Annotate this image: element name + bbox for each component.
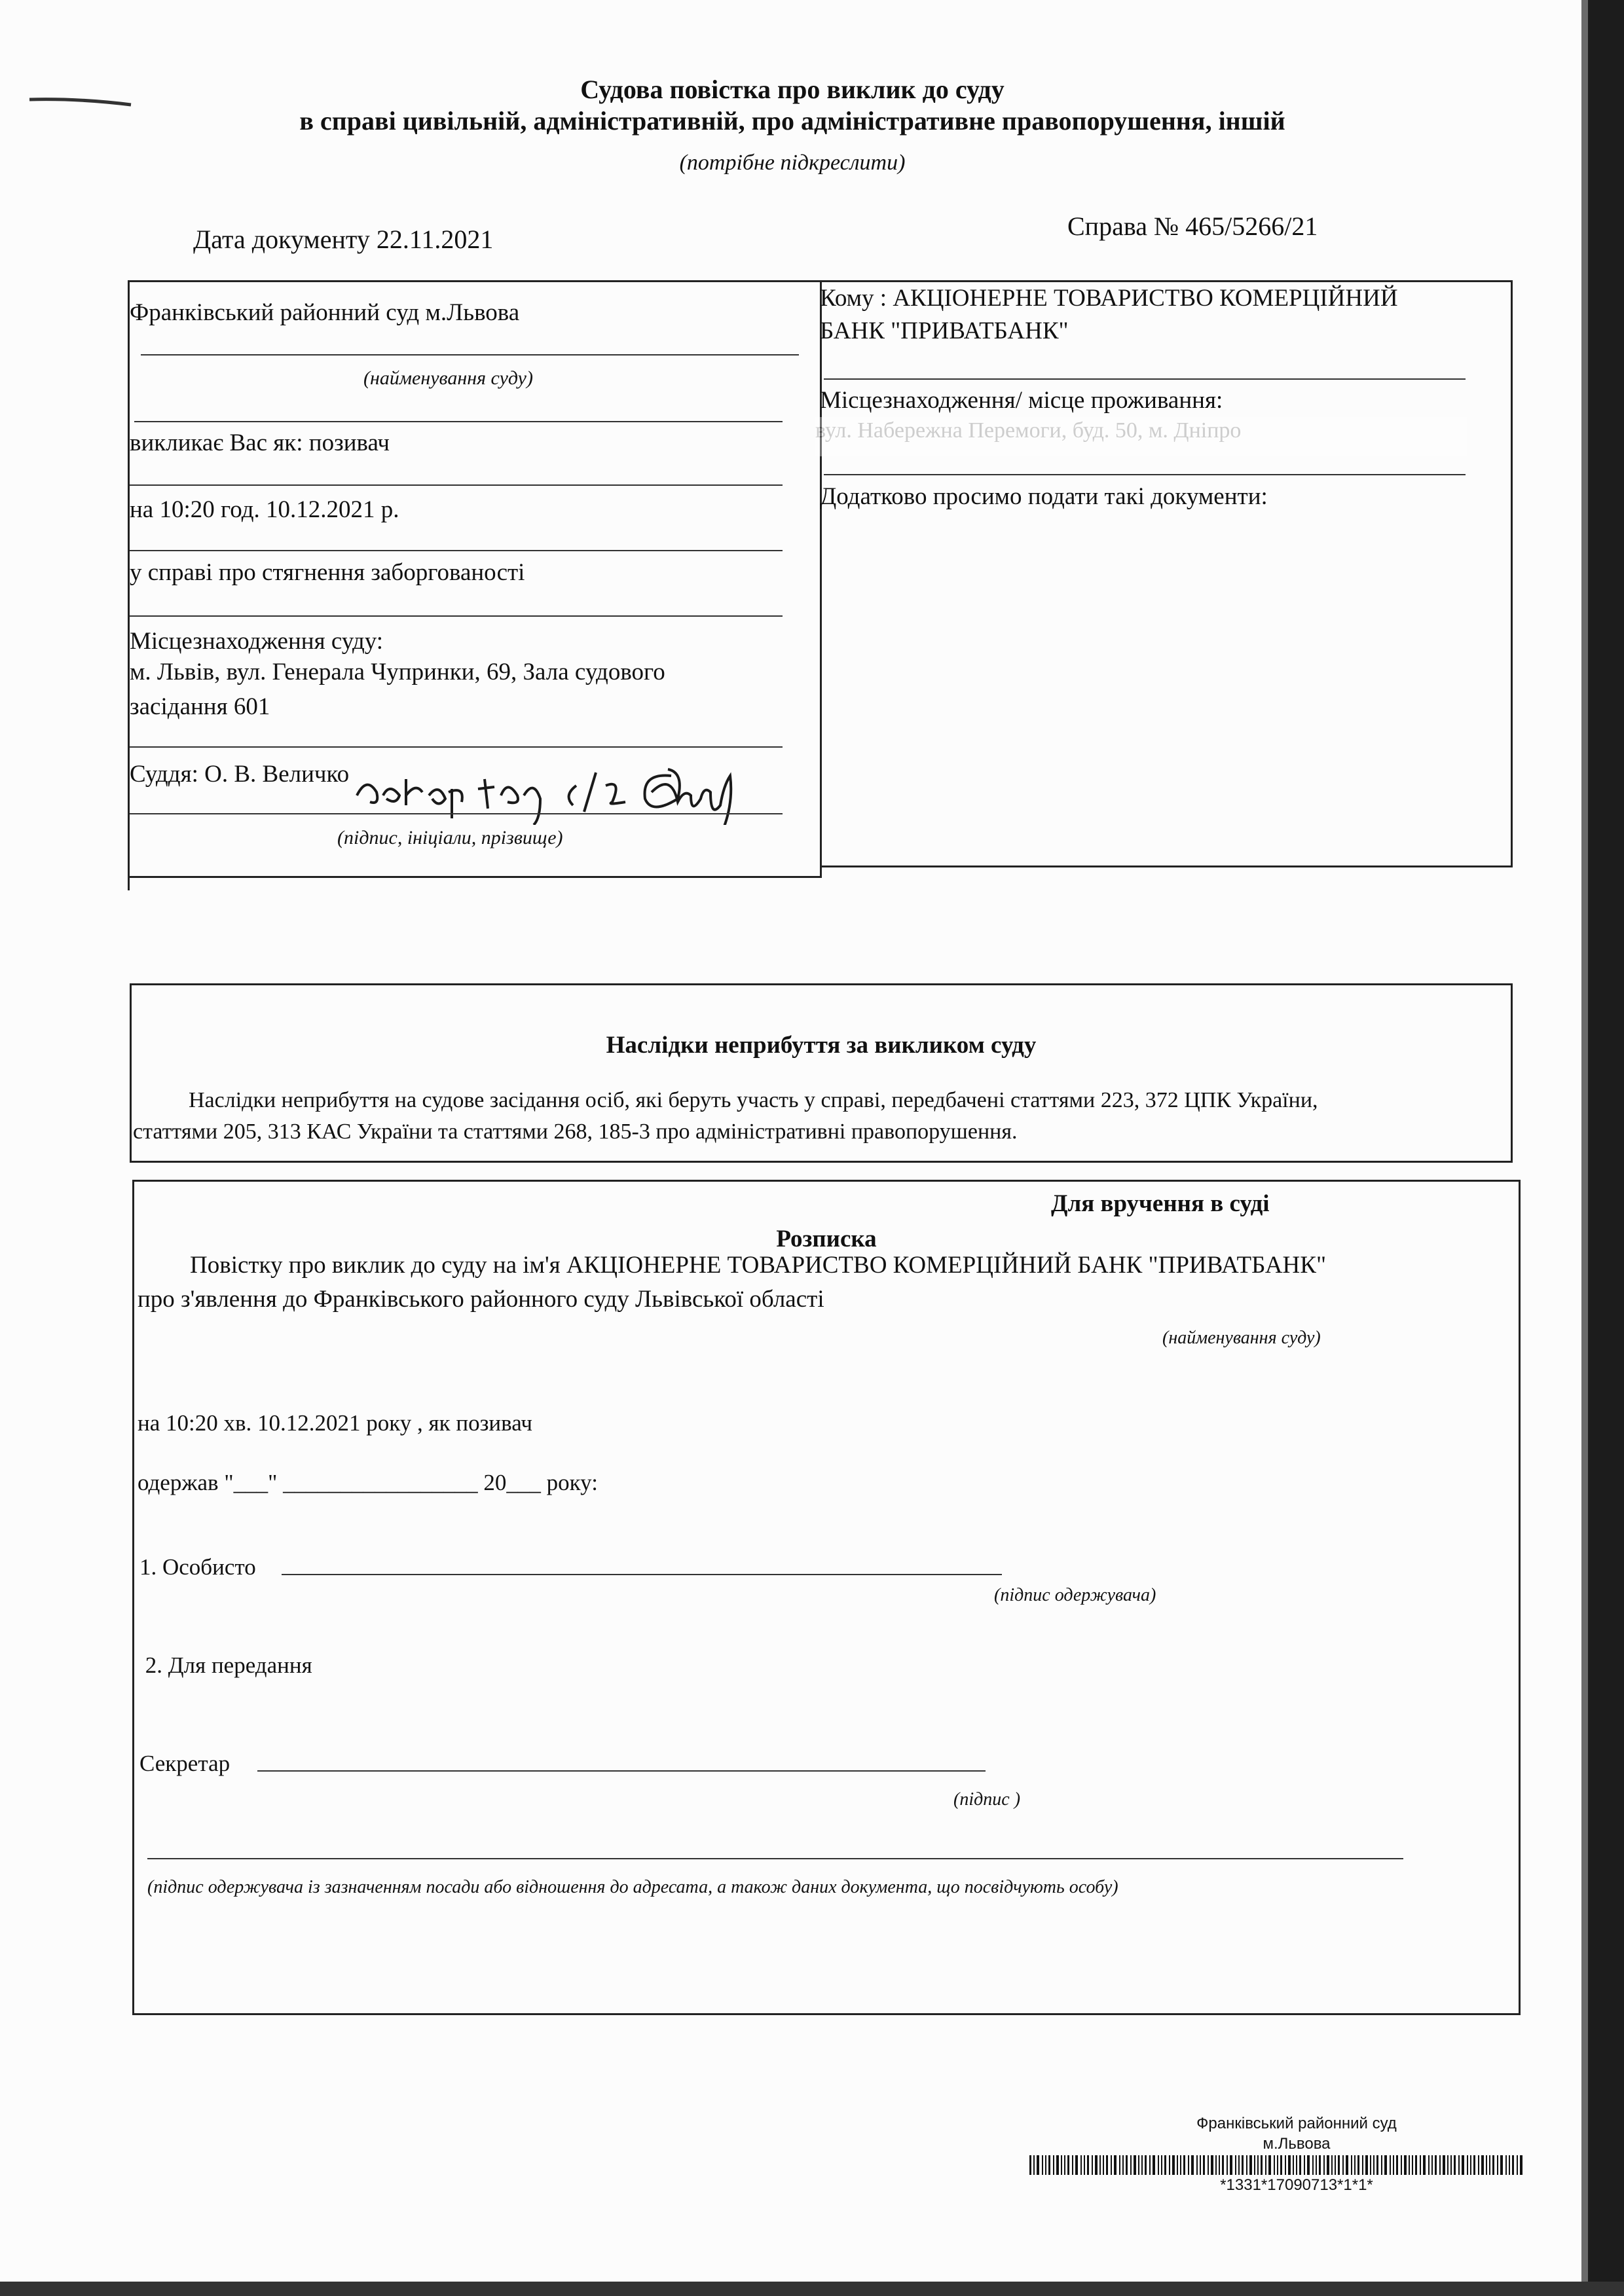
consequences-line-2: статтями 205, 313 КАС України та статтями 268, 185-3 про адміністративні правопорушення. — [133, 1120, 1018, 1144]
barcode-text: *1331*17090713*1*1* — [1220, 2176, 1373, 2194]
consequences-line-1: Наслідки неприбуття на судове засідання осіб, які беруть участь у справі, передбачені статтями 223, 372 ЦПК України, — [189, 1088, 1318, 1112]
receipt-line-1: Повістку про виклик до суду на ім'я АКЦІОНЕРНЕ ТОВАРИСТВО КОМЕРЦІЙНИЙ БАНК "ПРИВАТБАНК" — [190, 1252, 1327, 1279]
summons-as: викликає Вас як: позивач — [130, 429, 390, 456]
scan-bottom-edge — [0, 2282, 1624, 2296]
for-transfer-label: 2. Для передання — [139, 1652, 312, 1678]
title-note: (потрібне підкреслити) — [679, 151, 906, 175]
secretary-label: Секретар — [139, 1751, 231, 1776]
for-delivery-label: Для вручення в суді — [1051, 1190, 1270, 1217]
receipt-title: Розписка — [776, 1226, 877, 1252]
signature-caption: (підпис, ініціали, прізвище) — [337, 827, 563, 848]
recipient-address-redacted: вул. Набережна Перемоги, буд. 50, м. Дніпро — [815, 417, 1467, 456]
personally-signature-line — [282, 1574, 1002, 1575]
column-divider — [820, 280, 822, 878]
document-date: Дата документу 22.11.2021 — [193, 225, 494, 254]
handwritten-signature — [344, 733, 756, 825]
recipient-full-signature-line — [147, 1858, 1403, 1859]
footer-court-stamp-line-1: Франківський районний суд — [1196, 2115, 1397, 2132]
receipt-court-caption: (найменування суду) — [1162, 1328, 1321, 1348]
secretary-signature-line — [257, 1770, 986, 1772]
hearing-time: на 10:20 год. 10.12.2021 р. — [130, 496, 399, 523]
title-line-2: в справі цивільній, адміністративній, про адміністративне правопорушення, іншій — [299, 106, 1285, 136]
court-location-line-1: м. Львів, вул. Генерала Чупринки, 69, Зала судового — [130, 659, 665, 685]
recipient-full-signature-caption: (підпис одержувача із зазначенням посади або відношення до адресата, а також даних документа, що посвідчують особу) — [147, 1877, 1118, 1897]
receipt-time-line: на 10:20 хв. 10.12.2021 року , як позивач — [138, 1410, 532, 1436]
scan-edge — [1581, 0, 1588, 2296]
court-name: Франківський районний суд м.Львова — [130, 299, 520, 326]
case-subject: у справі про стягнення заборгованості — [130, 559, 525, 586]
receipt-line-2: про з'явлення до Франківського районного суду Львівської області — [138, 1286, 824, 1313]
consequences-title: Наслідки неприбуття за викликом суду — [606, 1032, 1037, 1059]
case-number: Справа № 465/5266/21 — [1067, 211, 1318, 241]
footer-court-stamp-line-2: м.Львова — [1263, 2135, 1331, 2153]
recipient-signature-caption: (підпис одержувача) — [994, 1585, 1156, 1605]
recipient-address-label: Місцезнаходження/ місце проживання: — [820, 387, 1223, 414]
recipient-line-1: Кому : АКЦІОНЕРНЕ ТОВАРИСТВО КОМЕРЦІЙНИЙ — [820, 285, 1398, 312]
received-line: одержав "___" _________________ 20___ року: — [138, 1470, 598, 1495]
recipient-line-2: БАНК "ПРИВАТБАНК" — [820, 318, 1069, 344]
court-location-line-2: засідання 601 — [130, 693, 270, 720]
court-name-caption: (найменування суду) — [363, 367, 533, 389]
personally-label: 1. Особисто — [139, 1554, 256, 1580]
judge-name: Суддя: О. В. Величко — [130, 761, 350, 788]
scan-edge-dark — [1588, 0, 1624, 2296]
barcode — [1029, 2155, 1527, 2176]
title-line-1: Судова повістка про виклик до суду — [580, 75, 1005, 104]
secretary-signature-caption: (підпис ) — [953, 1789, 1021, 1810]
court-location-label: Місцезнаходження суду: — [130, 628, 384, 655]
additional-documents-request: Додатково просимо подати такі документи: — [820, 483, 1268, 510]
